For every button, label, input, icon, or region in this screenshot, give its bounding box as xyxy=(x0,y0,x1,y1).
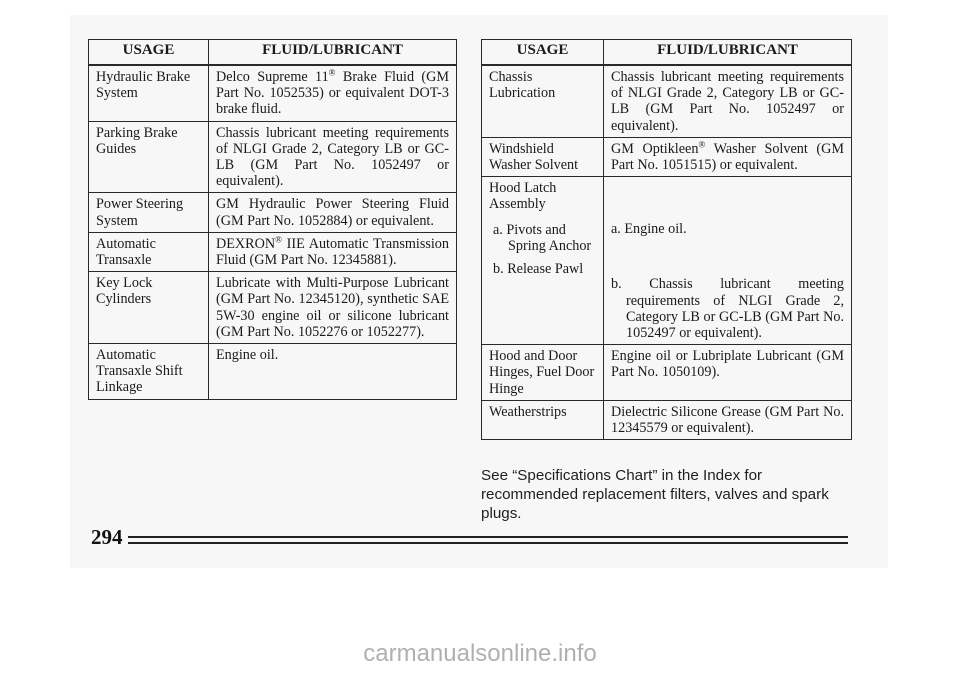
usage-cell: Hood and Door Hinges, Fuel Door Hinge xyxy=(482,345,604,401)
fluid-cell: Dielectric Silicone Grease (GM Part No. 12345579 or equivalent). xyxy=(604,400,852,439)
table-row xyxy=(482,137,852,176)
left-lubricant-table xyxy=(88,39,457,400)
fluid-cell xyxy=(604,137,852,176)
usage-header: USAGE xyxy=(89,40,209,66)
usage-cell: Parking Brake Guides xyxy=(89,121,209,193)
usage-cell: Weatherstrips xyxy=(482,400,604,439)
footer-rule xyxy=(128,536,848,538)
sub-usage-b: b. Release Pawl xyxy=(493,261,584,278)
usage-cell: Automatic Transaxle Shift Linkage xyxy=(89,344,209,400)
registered-mark: ® xyxy=(698,139,706,150)
fluid-cell: Lubricate with Multi-Purpose Lubricant (GM Part No. 12345120), synthetic SAE 5W-30 engine oil or silicone lubricant (GM Part No. 1052276 or 1052277). xyxy=(209,272,457,344)
registered-mark: ® xyxy=(275,234,282,245)
right-lubricant-table xyxy=(481,39,852,440)
table-row xyxy=(482,345,852,401)
fluid-cell: Chassis lubricant meeting requirements of NLGI Grade 2, Category LB or GC-LB (GM Part No. 1052497 or equivalent). xyxy=(604,65,852,137)
usage-cell: Hydraulic Brake System xyxy=(89,65,209,121)
usage-text: Hood Latch Assembly xyxy=(489,180,557,213)
usage-cell: Power Steering System xyxy=(89,193,209,232)
table-row xyxy=(89,193,457,232)
fluid-header: FLUID/LUBRICANT xyxy=(209,40,457,66)
footer-rule xyxy=(128,542,848,544)
usage-cell: Automatic Transaxle xyxy=(89,232,209,271)
usage-cell xyxy=(482,177,604,345)
fluid-text: Brake Fluid (GM Part No. 1052535) or equivalent DOT-3 brake fluid. xyxy=(216,69,449,118)
fluid-cell: Engine oil. xyxy=(209,344,457,400)
table-header-row xyxy=(482,40,852,66)
fluid-text: Delco Supreme 11 xyxy=(216,69,329,85)
registered-mark: ® xyxy=(328,67,336,78)
fluid-text: GM Optikleen xyxy=(611,140,699,157)
fluid-cell: GM Hydraulic Power Steering Fluid (GM Part No. 1052884) or equivalent. xyxy=(209,193,457,232)
usage-cell: Windshield Washer Solvent xyxy=(482,137,604,176)
fluid-cell xyxy=(209,65,457,121)
table-row xyxy=(482,177,852,345)
table-row xyxy=(482,65,852,137)
usage-cell: Chassis Lubrication xyxy=(482,65,604,137)
sub-fluid-b: b. Chassis lubricant meeting requirements of NLGI Grade 2, Category LB or GC-LB (GM Part No. 1052497 or equivalent). xyxy=(611,276,844,342)
page-number: 294 xyxy=(91,525,123,549)
sub-fluid-a: a. Engine oil. xyxy=(611,221,687,238)
sub-usage-a: a. Pivots and Spring Anchor xyxy=(493,221,592,254)
usage-cell: Key Lock Cylinders xyxy=(89,272,209,344)
table-row xyxy=(89,121,457,193)
table-header-row xyxy=(89,40,457,66)
watermark-text: carmanualsonline.info xyxy=(363,640,597,667)
manual-page xyxy=(70,15,888,568)
fluid-text: DEXRON xyxy=(216,235,276,252)
table-row xyxy=(89,232,457,271)
fluid-cell xyxy=(209,232,457,271)
fluid-cell: Chassis lubricant meeting requirements of NLGI Grade 2, Category LB or GC-LB (GM Part No. 1052497 or equivalent). xyxy=(209,121,457,193)
table-row xyxy=(89,344,457,400)
table-row xyxy=(89,272,457,344)
fluid-text: IIE Automatic Transmission Fluid (GM Part No. 12345881). xyxy=(216,235,449,269)
fluid-cell xyxy=(604,177,852,345)
table-row xyxy=(89,65,457,121)
fluid-header: FLUID/LUBRICANT xyxy=(604,40,852,66)
table-row xyxy=(482,400,852,439)
fluid-cell: Engine oil or Lubriplate Lubricant (GM Part No. 1050109). xyxy=(604,345,852,401)
usage-header: USAGE xyxy=(482,40,604,66)
fluid-text: Washer Solvent (GM Part No. 1051515) or equivalent. xyxy=(611,140,845,174)
specifications-note: See “Specifications Chart” in the Index for recommended replacement filters, valves and spark plugs. xyxy=(481,467,829,522)
